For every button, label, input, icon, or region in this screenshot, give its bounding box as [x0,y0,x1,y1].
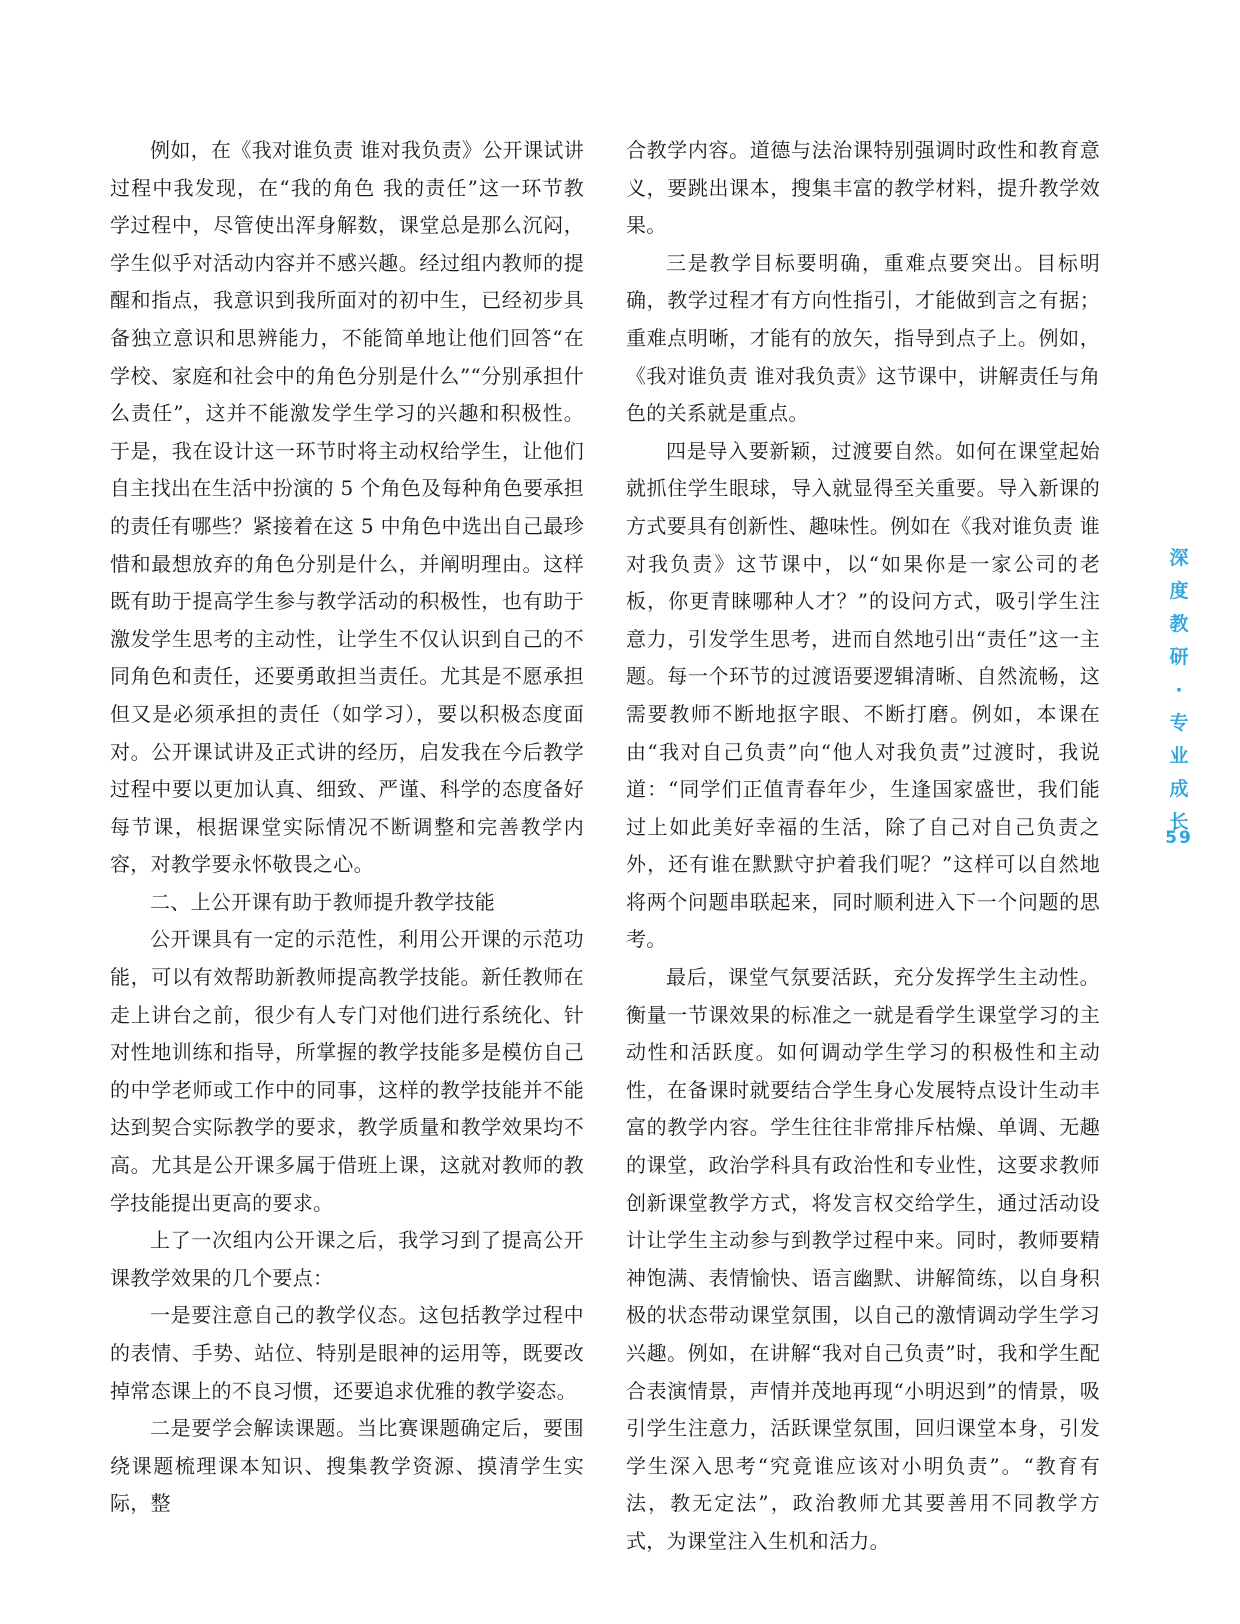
section-side-label [1166,542,1192,839]
paragraph: 最后，课堂气氛要活跃，充分发挥学生主动性。衡量一节课效果的标准之一就是看学生课堂学习的主动性和活跃度。如何调动学生学习的积极性和主动性，在备课时就要结合学生身心发展特点设计生动丰富的教学内容。学生往往非常排斥枯燥、单调、无趣的课堂，政治学科具有政治性和专业性，这要求教师创新课堂教学方式，将发言权交给学生，通过活动设计让学生主动参与到教学过程中来。同时，教师要精神饱满、表情愉快、语言幽默、讲解简练，以自身积极的状态带动课堂氛围，以自己的激情调动学生学习兴趣。例如，在讲解“我对自己负责”时，我和学生配合表演情景，声情并茂地再现“小明迟到”的情景，吸引学生注意力，活跃课堂氛围，回归课堂本身，引发学生深入思考“究竟谁应该对小明负责”。“教育有法，教无定法”，政治教师尤其要善用不同教学方式，为课堂注入生机和活力。 [626,965,1100,1553]
left-column [110,132,584,1523]
side-label-char: 专 [1169,712,1189,734]
side-label-char: 成 [1169,778,1189,800]
side-label-char: 研 [1169,646,1189,668]
paragraph: 二是要学会解读课题。当比赛课题确定后，要围绕课题梳理课本知识、搜集教学资源、摸清学生实际，整 [110,1416,584,1516]
section-heading: 二、上公开课有助于教师提升教学技能 [150,889,496,914]
paragraph: 公开课具有一定的示范性，利用公开课的示范功能，可以有效帮助新教师提高教学技能。新任教师在走上讲台之前，很少有人专门对他们进行系统化、针对性地训练和指导，所掌握的教学技能多是模仿自己的中学老师或工作中的同事，这样的教学技能并不能达到契合实际教学的要求，教学质量和教学效果均不高。尤其是公开课多属于借班上课，这就对教师的教学技能提出更高的要求。 [110,927,584,1215]
side-label-char: 度 [1169,580,1189,602]
paragraph: 一是要注意自己的教学仪态。这包括教学过程中的表情、手势、站位、特别是眼神的运用等，既要改掉常态课上的不良习惯，还要追求优雅的教学姿态。 [110,1303,584,1403]
paragraph: 三是教学目标要明确，重难点要突出。目标明确，教学过程才有方向性指引，才能做到言之有据；重难点明晰，才能有的放矢，指导到点子上。例如，《我对谁负责 谁对我负责》这节课中，讲解责任与角色的关系就是重点。 [626,250,1100,426]
side-label-char: 长 [1169,811,1189,833]
side-label-char: 深 [1169,547,1189,569]
side-label-separator: · [1175,679,1183,701]
paragraph: 上了一次组内公开课之后，我学习到了提高公开课教学效果的几个要点： [110,1228,584,1290]
right-column [626,132,1100,1561]
side-label-char: 业 [1169,745,1189,767]
paragraph-continued: 合教学内容。道德与法治课特别强调时政性和教育意义，要跳出课本，搜集丰富的教学材料，提升教学效果。 [626,138,1100,238]
paragraph: 例如，在《我对谁负责 谁对我负责》公开课试讲过程中我发现，在“我的角色 我的责任”这一环节教学过程中，尽管使出浑身解数，课堂总是那么沉闷，学生似乎对活动内容并不感兴趣。经过组内教师的提醒和指点，我意识到我所面对的初中生，已经初步具备独立意识和思辨能力，不能简单地让他们回答“在学校、家庭和社会中的角色分别是什么”“分别承担什么责任”，这并不能激发学生学习的兴趣和积极性。于是，我在设计这一环节时将主动权给学生，让他们自主找出在生活中扮演的 5 个角色及每种角色要承担的责任有哪些？紧接着在这 5 中角色中选出自己最珍惜和最想放弃的角色分别是什么，并阐明理由。这样既有助于提高学生参与教学活动的积极性，也有助于激发学生思考的主动性，让学生不仅认识到自己的不同角色和责任，还要勇敢担当责任。尤其是不愿承担但又是必须承担的责任（如学习），要以积极态度面对。公开课试讲及正式讲的经历，启发我在今后教学过程中要以更加认真、细致、严谨、科学的态度备好每节课，根据课堂实际情况不断调整和完善教学内容，对教学要永怀敬畏之心。 [110,138,584,877]
page-number: 59 [1165,828,1193,848]
paragraph: 四是导入要新颖，过渡要自然。如何在课堂起始就抓住学生眼球，导入就显得至关重要。导入新课的方式要具有创新性、趣味性。例如在《我对谁负责 谁对我负责》这节课中，以“如果你是一家公司的老板，你更青睐哪种人才？”的设问方式，吸引学生注意力，引发学生思考，进而自然地引出“责任”这一主题。每一个环节的过渡语要逻辑清晰、自然流畅，这需要教师不断地抠字眼、不断打磨。例如，本课在由“我对自己负责”向“他人对我负责”过渡时，我说道：“同学们正值青春年少，生逢国家盛世，我们能过上如此美好幸福的生活，除了自己对自己负责之外，还有谁在默默守护着我们呢？”这样可以自然地将两个问题串联起来，同时顺利进入下一个问题的思考。 [626,438,1100,952]
side-label-char: 教 [1169,613,1189,635]
